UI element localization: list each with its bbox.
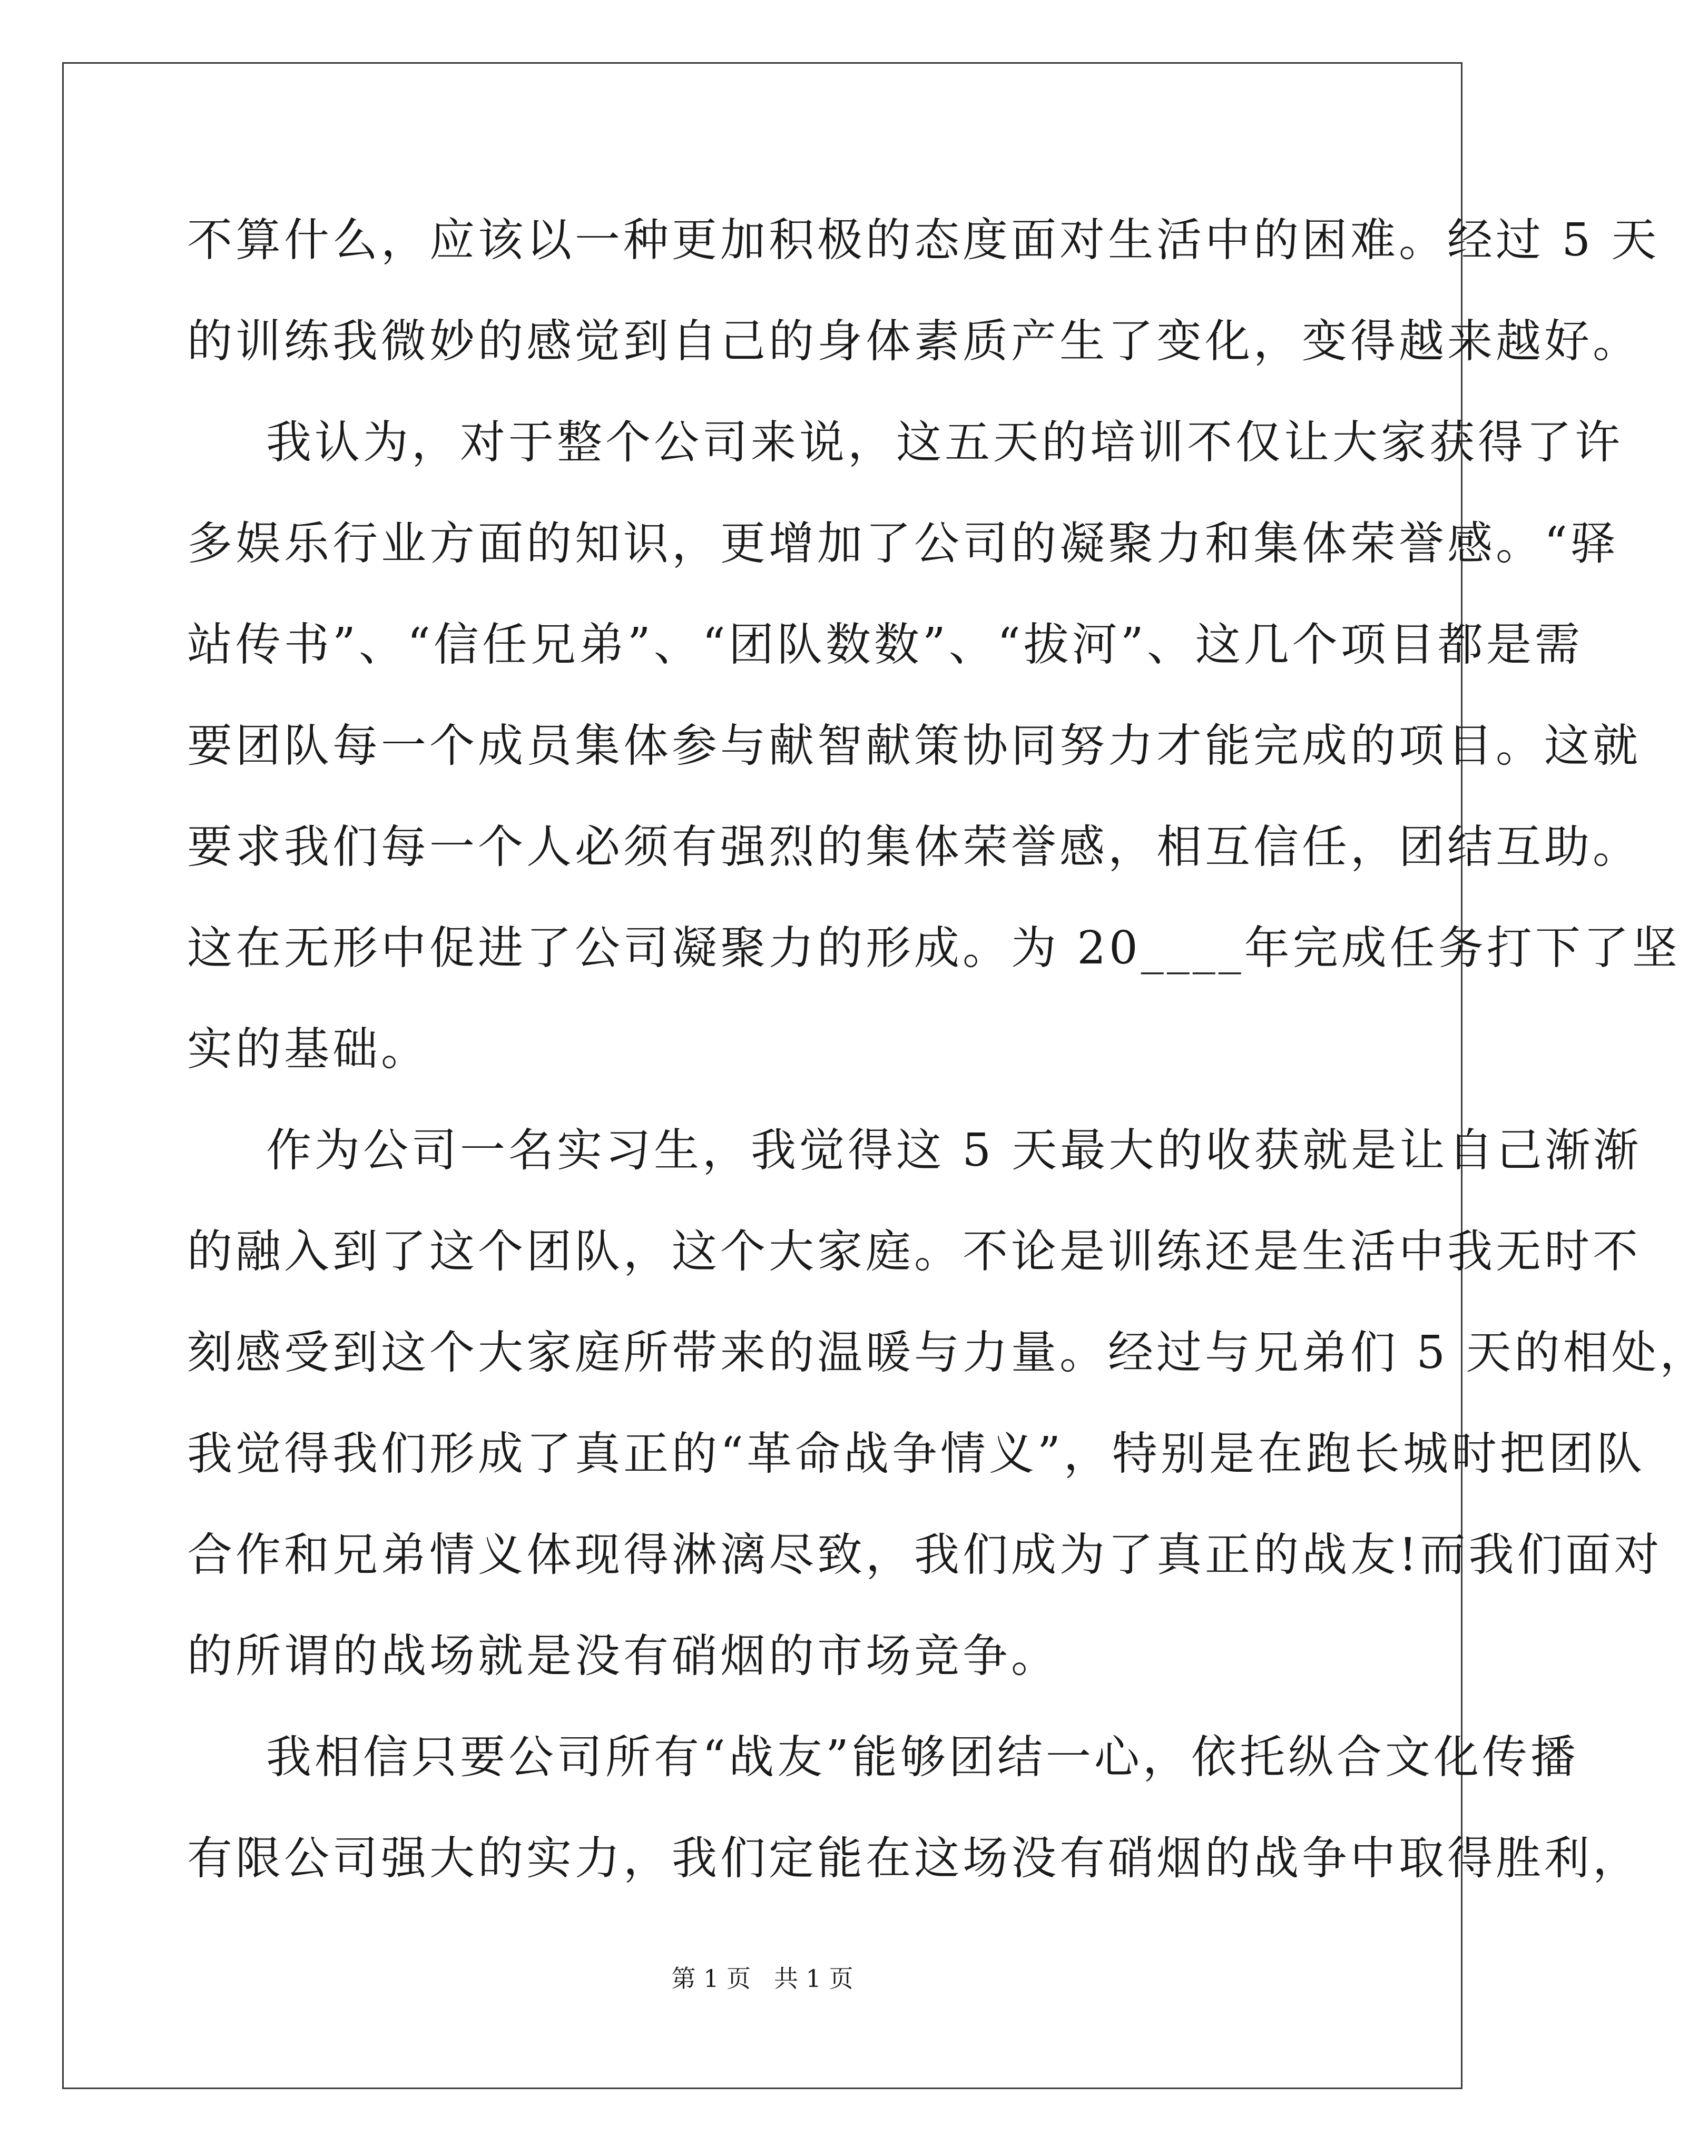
text-line: 我相信只要公司所有“战友”能够团结一心，依托纵合文化传播 (266, 1731, 1579, 1784)
paragraph-2 (187, 392, 1681, 1100)
paragraph-4 (187, 1707, 1641, 1909)
text-line: 作为公司一名实习生，我觉得这 5 天最大的收获就是让自己渐渐 (266, 1124, 1642, 1177)
text-line: 合作和兄弟情义体现得淋漓尽致，我们成为了真正的战友!而我们面对 (187, 1529, 1663, 1581)
text-line: 我认为，对于整个公司来说，这五天的培训不仅让大家获得了许 (266, 416, 1623, 469)
page-number-current: 第 1 页 (671, 1964, 751, 1993)
text-line: 我觉得我们形成了真正的“革命战争情义”，特别是在跑长城时把团队 (187, 1428, 1645, 1480)
text-line: 实的基础。 (187, 1023, 429, 1076)
page-footer (0, 1960, 1525, 1994)
text-line: 不算什么，应该以一种更加积极的态度面对生活中的困难。经过 5 天 (187, 214, 1660, 267)
document-body (187, 190, 1708, 1909)
text-line: 要求我们每一个人必须有强烈的集体荣誉感，相互信任，团结互助。 (187, 821, 1641, 873)
text-line: 要团队每一个成员集体参与献智献策协同努力才能完成的项目。这就 (187, 720, 1641, 772)
text-line: 刻感受到这个大家庭所带来的温暖与力量。经过与兄弟们 5 天的相处， (187, 1326, 1708, 1379)
page-number-total: 共 1 页 (773, 1964, 853, 1993)
text-line: 的训练我微妙的感觉到自己的身体素质产生了变化，变得越来越好。 (187, 315, 1641, 368)
text-line: 站传书”、“信任兄弟”、“团队数数”、“拔河”、这几个项目都是需 (187, 618, 1583, 671)
text-line: 的融入到了这个团队，这个大家庭。不论是训练还是生活中我无时不 (187, 1225, 1641, 1278)
paragraph-3 (187, 1100, 1708, 1707)
text-line: 多娱乐行业方面的知识，更增加了公司的凝聚力和集体荣誉感。“驿 (187, 517, 1619, 570)
text-line: 的所谓的战场就是没有硝烟的市场竞争。 (187, 1630, 1059, 1682)
text-line: 有限公司强大的实力，我们定能在这场没有硝烟的战争中取得胜利， (187, 1832, 1641, 1885)
paragraph-1 (187, 190, 1660, 392)
text-line: 这在无形中促进了公司凝聚力的形成。为 20____年完成任务打下了坚 (187, 922, 1681, 974)
